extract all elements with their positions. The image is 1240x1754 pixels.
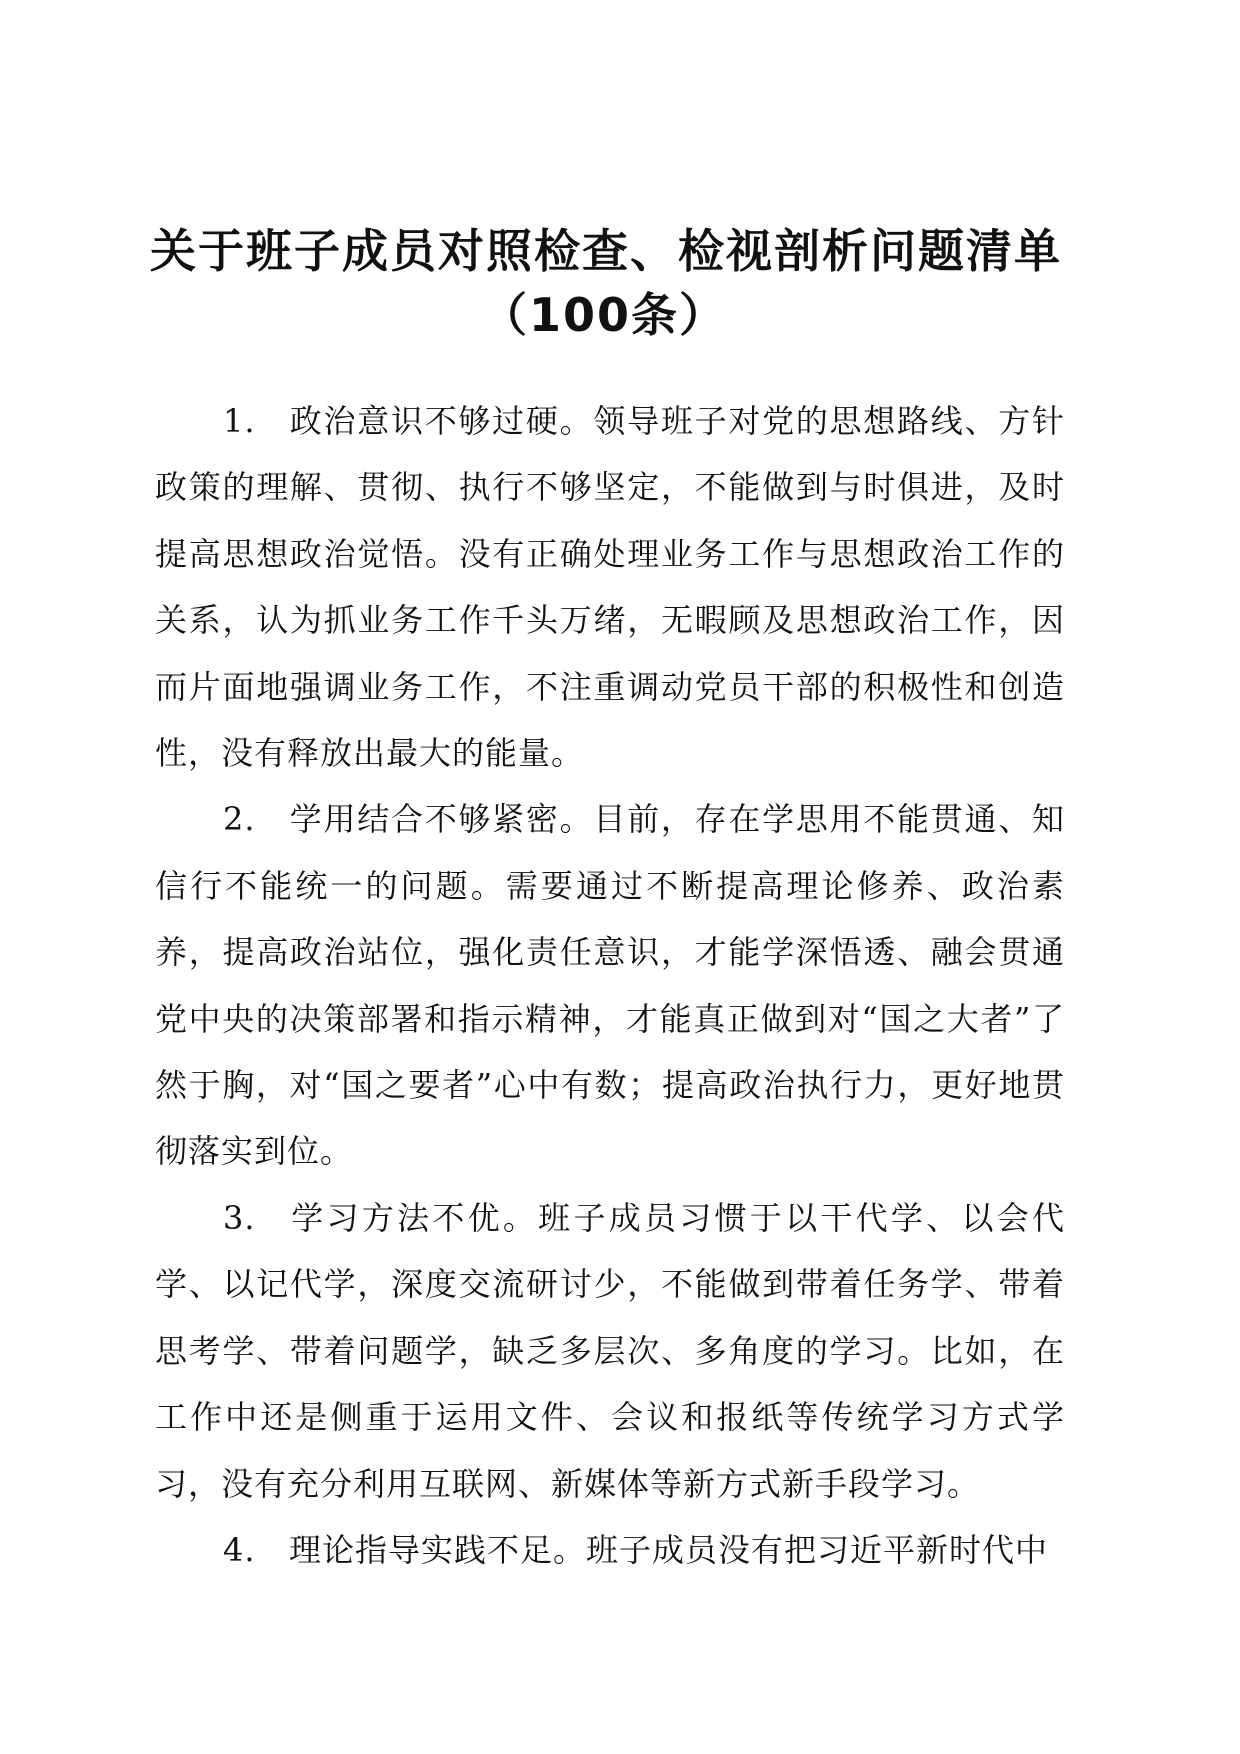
paragraph-text: 学用结合不够紧密。目前，存在学思用不能贯通、知信行不能统一的问题。需要通过不断提高理论修养、政治素养，提高政治站位，强化责任意识，才能学深悟透、融会贯通党中央的决策部署和指示精神，才能真正做到对“国之大者”了然于胸，对“国之要者”心中有数；提高政治执行力，更好地贯彻落实到位。 — [155, 800, 1065, 1171]
paragraph-number: 1. — [223, 402, 256, 440]
paragraph-text: 学习方法不优。班子成员习惯于以干代学、以会代学、以记代学，深度交流研讨少，不能做到带着任务学、带着思考学、带着问题学，缺乏多层次、多角度的学习。比如，在工作中还是侧重于运用文件、会议和报纸等传统学习方式学习，没有充分利用互联网、新媒体等新方式新手段学习。 — [155, 1198, 1065, 1503]
document-body — [155, 388, 1065, 1583]
paragraph-number: 2. — [223, 800, 256, 839]
paragraph-4 — [155, 1517, 1065, 1583]
paragraph-text: 理论指导实践不足。班子成员没有把习近平新时代中 — [289, 1530, 1049, 1569]
paragraph-number: 4. — [223, 1530, 256, 1569]
paragraph-2 — [155, 786, 1065, 1184]
document-subtitle: （100条） — [480, 288, 728, 342]
paragraph-3 — [155, 1185, 1065, 1517]
document-title: 关于班子成员对照检查、检视剖析问题清单 — [150, 224, 1062, 278]
paragraph-text: 政治意识不够过硬。领导班子对党的思想路线、方针政策的理解、贯彻、执行不够坚定，不能做到与时俱进，及时提高思想政治觉悟。没有正确处理业务工作与思想政治工作的关系，认为抓业务工作千头万绪，无暇顾及思想政治工作，因而片面地强调业务工作，不注重调动党员干部的积极性和创造性，没有释放出最大的能量。 — [155, 402, 1065, 773]
paragraph-number: 3. — [223, 1198, 256, 1237]
paragraph-1 — [155, 388, 1065, 786]
